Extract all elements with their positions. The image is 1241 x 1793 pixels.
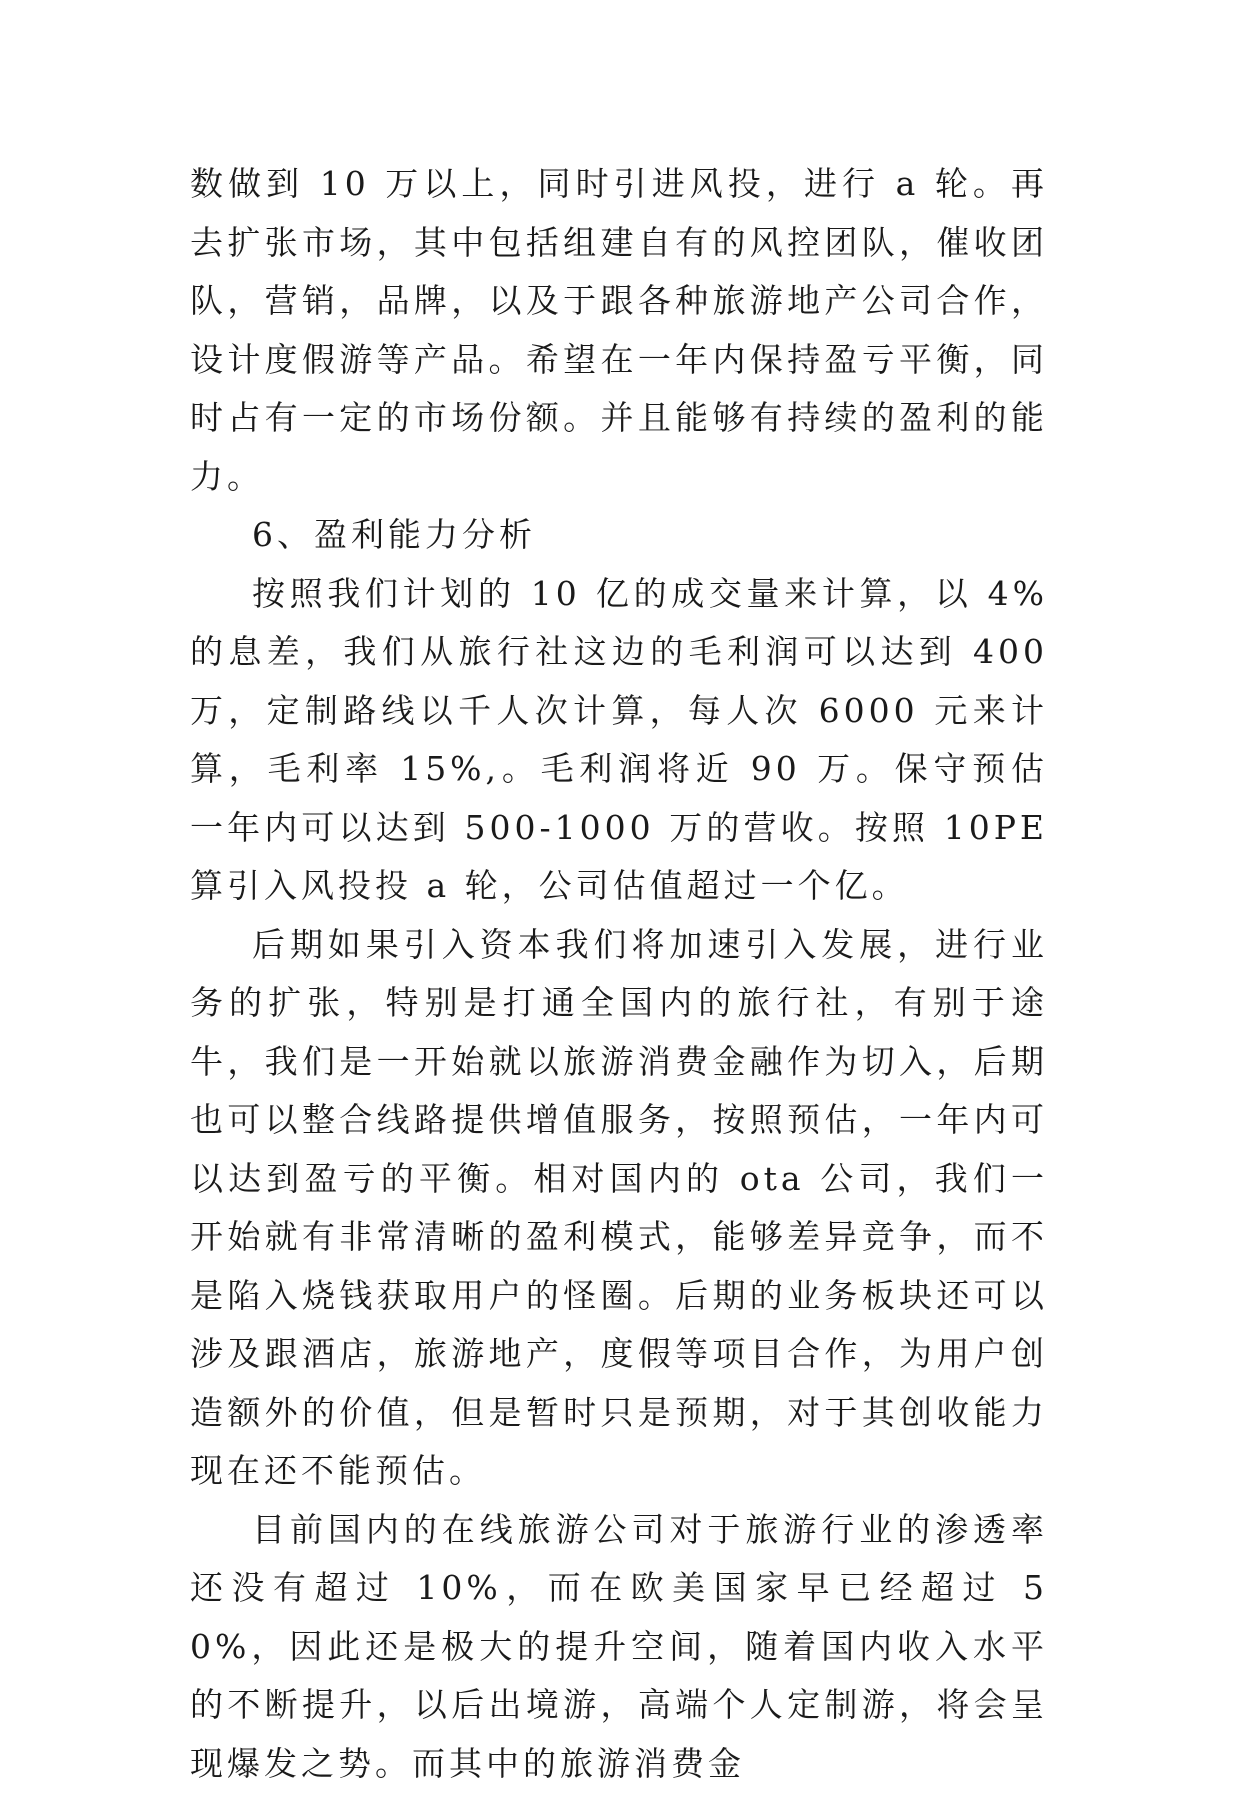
paragraph-growth-plan: 后期如果引入资本我们将加速引入发展，进行业务的扩张，特别是打通全国内的旅行社，有别于途牛，我们是一开始就以旅游消费金融作为切入，后期也可以整合线路提供增值服务，按照预估，一年内可以达到盈亏的平衡。相对国内的 ota 公司，我们一开始就有非常清晰的盈利模式，能够差异竞争，而不是陷入烧钱获取用户的怪圈。后期的业务板块还可以涉及跟酒店，旅游地产，度假等项目合作，为用户创造额外的价值，但是暂时只是预期，对于其创收能力现在还不能预估。	[190, 916, 1048, 1501]
paragraph-market-penetration: 目前国内的在线旅游公司对于旅游行业的渗透率还没有超过 10%，而在欧美国家早已经超过 50%，因此还是极大的提升空间，随着国内收入水平的不断提升，以后出境游，高端个人定制游，将会呈现爆发之势。而其中的旅游消费金	[190, 1501, 1048, 1793]
document-body	[190, 155, 1048, 1793]
paragraph-revenue-calculation: 按照我们计划的 10 亿的成交量来计算，以 4%的息差，我们从旅行社这边的毛利润可以达到 400 万，定制路线以千人次计算，每人次 6000 元来计算，毛利率 15%,。毛利润将近 90 万。保守预估一年内可以达到 500-1000 万的营收。按照 10PE 算引入风投投 a 轮，公司估值超过一个亿。	[190, 565, 1048, 916]
section-heading: 6、盈利能力分析	[190, 506, 1048, 565]
paragraph-intro: 数做到 10 万以上，同时引进风投，进行 a 轮。再去扩张市场，其中包括组建自有的风控团队，催收团队，营销，品牌，以及于跟各种旅游地产公司合作，设计度假游等产品。希望在一年内保持盈亏平衡，同时占有一定的市场份额。并且能够有持续的盈利的能力。	[190, 155, 1048, 506]
